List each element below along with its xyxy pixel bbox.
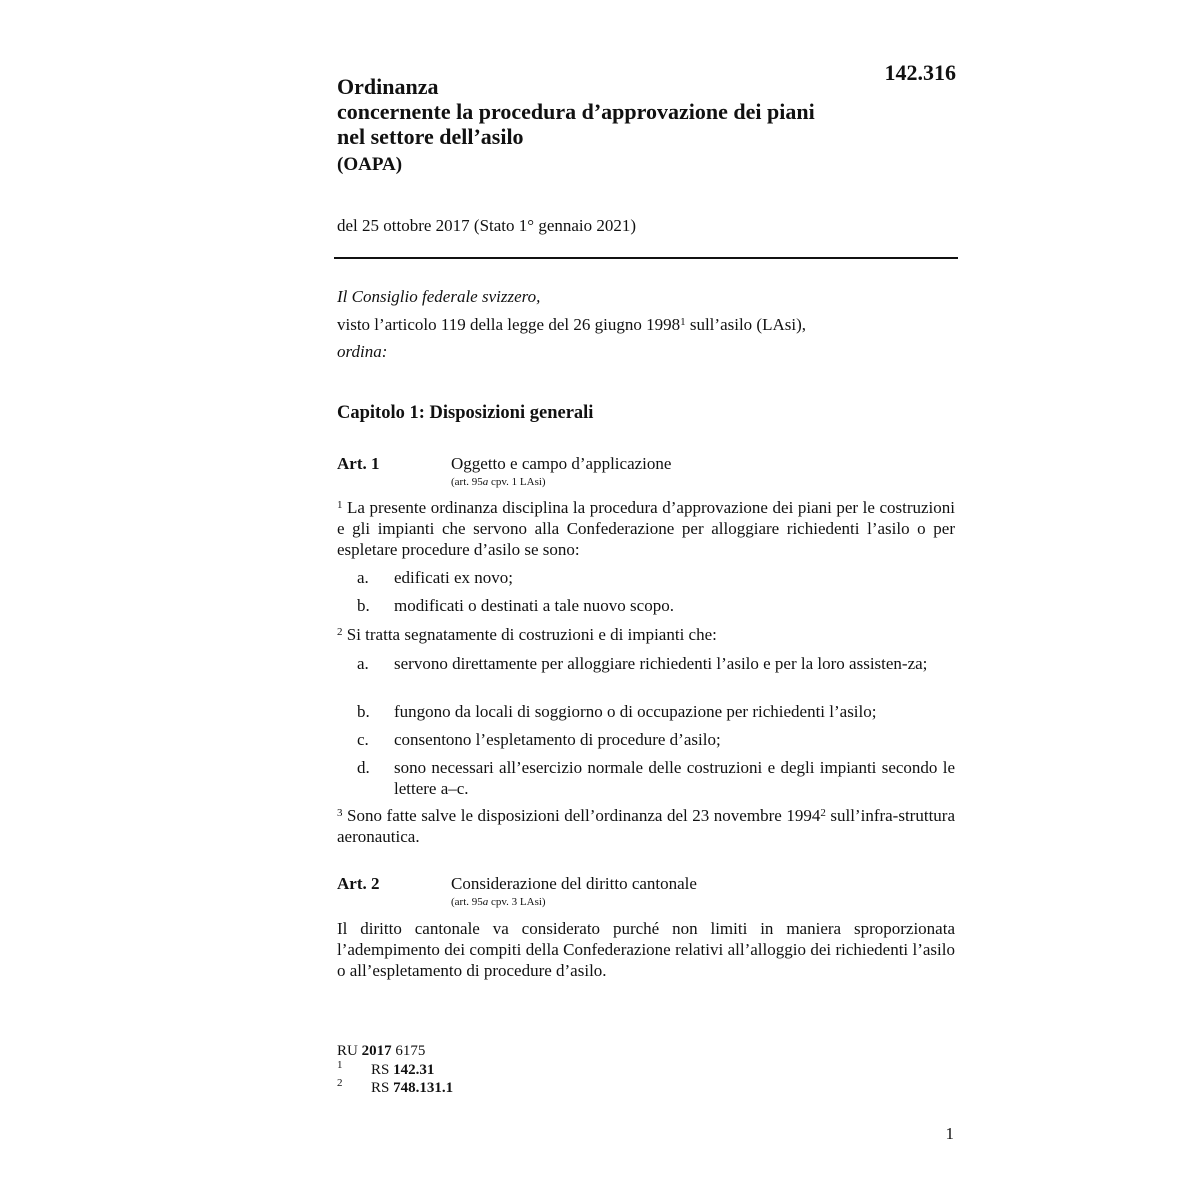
- preamble-ordina: ordina:: [337, 342, 388, 361]
- article-reference: (art. 95a cpv. 1 LAsi): [451, 476, 546, 488]
- preamble-authority: Il Consiglio federale svizzero,: [337, 287, 541, 306]
- title-line: concernente la procedura d’approvazione dei piani: [337, 99, 815, 124]
- article-paragraph: Il diritto cantonale va considerato purché non limiti in maniera sproporzionata l’adempimento dei compiti della Confederazione relativi all’alloggio dei richiedenti l’asilo o all’espletamento di procedure d’asilo.: [337, 919, 955, 980]
- header-divider: [334, 257, 958, 259]
- document-abbreviation: (OAPA): [337, 154, 403, 175]
- footnote-ref[interactable]: 2: [820, 807, 826, 819]
- document-page: 142.316 Ordinanza concernente la procedura d’approvazione dei piani nel settore dell’asilo (OAPA) del 25 ottobre 2017 (Stato 1° gennaio 2021) Il Consiglio federale svizzero, visto l’articolo 119 della legge del 26 giugno 1998$^1$ sull’asilo (LAsi), ordina: Capitolo 1: Disposizioni generali Art. 1 Oggetto e campo d’applicazione (art. 95a cpv. 1 LAsi) $^1$ La presente ordinanza disciplina la procedura d’approvazione dei piani per le costruzioni e gli impianti che servono alla Confederazione per alloggiare richiedenti l’asilo o per espletare procedure d’asilo se sono: a. edificati ex novo; b. modificati o destinati a tale nuovo scopo. $^2$ Si tratta segnatamente di costruzioni e di impianti che: a. servono direttamente per alloggiare richiedenti l’asilo e per la loro assisten-za; b. fungono da locali di soggiorno o di occupazione per richiedenti l’asilo; c. consentono l’espletamento di procedure d’asilo; d. sono necessari all’esercizio normale delle costruzioni e degli impianti secondo le lettere a–c. $^3$ Sono fatte salve le disposizioni dell’ordinanza del 23 novembre 1994$^2$ sull’infra-struttura aeronautica. Art. 2 Considerazione del diritto cantonale (art. 95a cpv. 3 LAsi) Il diritto cantonale va considerato purché non limiti in maniera sproporzionata l’adempimento dei compiti della Confederazione relativi all’alloggio dei richiedenti l’asilo o all’espletamento di procedure d’asilo. RU 2017 6175 1 RS 142.31 2 RS 748.131.1 1: [0, 0, 1200, 1200]
- article-reference: (art. 95a cpv. 3 LAsi): [451, 896, 546, 908]
- preamble-basis: visto l’articolo 119 della legge del 26 giugno 1998$^1$ sull’asilo (LAsi),: [337, 315, 806, 334]
- footnote-ref[interactable]: 1: [680, 316, 686, 328]
- page-number: 1: [945, 1124, 954, 1143]
- document-date: del 25 ottobre 2017 (Stato 1° gennaio 2021): [337, 216, 637, 235]
- title-line: nel settore dell’asilo: [337, 124, 524, 149]
- chapter-heading: Capitolo 1: Disposizioni generali: [337, 403, 594, 423]
- article-number: Art. 2: [337, 874, 380, 893]
- document-title: [337, 74, 877, 149]
- article-paragraph: $^3$ Sono fatte salve le disposizioni dell’ordinanza del 23 novembre 1994$^2$ sull’infra-struttura aeronautica.: [337, 806, 955, 846]
- article-title: Oggetto e campo d’applicazione: [451, 454, 672, 473]
- article-paragraph: $^1$ La presente ordinanza disciplina la procedura d’approvazione dei piani per le costruzioni e gli impianti che servono alla Confederazione per alloggiare richiedenti l’asilo o per espletare procedure d’asilo se sono:: [337, 498, 955, 559]
- article-paragraph: $^2$ Si tratta segnatamente di costruzioni e di impianti che:: [337, 625, 717, 644]
- article-title: Considerazione del diritto cantonale: [451, 874, 697, 893]
- document-number: 142.316: [884, 60, 956, 85]
- official-collection-ref: RU 2017 6175: [337, 1043, 426, 1059]
- article-number: Art. 1: [337, 454, 380, 473]
- title-line: Ordinanza: [337, 74, 439, 99]
